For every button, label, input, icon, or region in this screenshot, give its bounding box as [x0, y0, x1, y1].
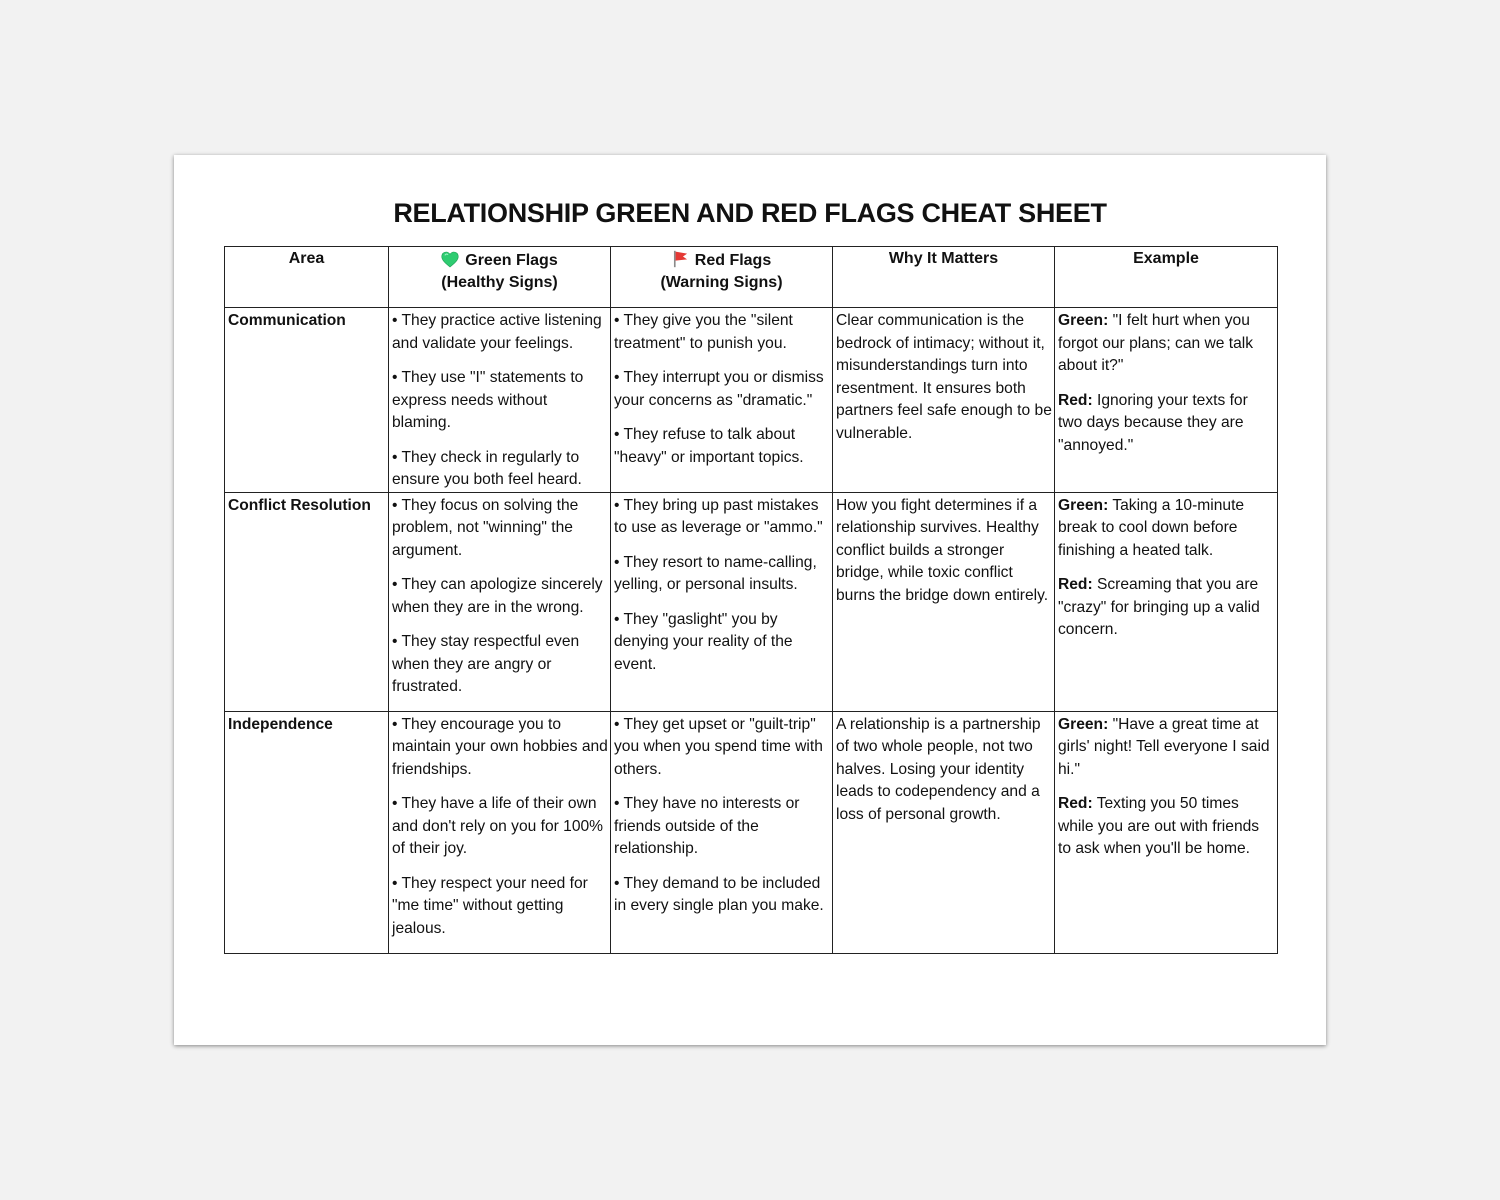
list-item: • They stay respectful even when they are angry or frustrated. — [392, 633, 580, 695]
example-green: Green: Taking a 10-minute break to cool down before finishing a heated talk. — [1058, 496, 1245, 559]
example-cell — [1055, 711, 1278, 953]
table-row — [225, 492, 1278, 711]
list-item: • They focus on solving the problem, not "winning" the argument. — [392, 496, 579, 559]
header-why: Why It Matters — [833, 247, 1055, 308]
why-cell: A relationship is a partnership of two whole people, not two halves. Losing your identity leads to codependency and a loss of personal growth. — [833, 711, 1055, 953]
list-item: • They practice active listening and validate your feelings. — [392, 312, 602, 352]
list-item: • They can apologize sincerely when they are in the wrong. — [392, 576, 603, 616]
example-cell — [1055, 308, 1278, 493]
red-flags-cell — [611, 711, 833, 953]
list-item: • They check in regularly to ensure you both feel heard. — [392, 448, 582, 488]
example-red: Red: Screaming that you are "crazy" for bringing up a valid concern. — [1058, 576, 1260, 638]
header-green-flags — [389, 247, 611, 308]
why-cell: Clear communication is the bedrock of intimacy; without it, misunderstandings turn into resentment. It ensures both partners feel safe enough to be vulnerable. — [833, 308, 1055, 493]
why-cell: How you fight determines if a relationship survives. Healthy conflict builds a stronger bridge, while toxic conflict burns the bridge down entirely. — [833, 492, 1055, 711]
header-row — [225, 247, 1278, 308]
header-red-line1: Red Flags — [694, 252, 772, 269]
list-item: • They interrupt you or dismiss your concerns as "dramatic." — [614, 369, 824, 409]
header-green-line1: Green Flags — [465, 252, 558, 269]
row-area-label: Independence — [225, 711, 389, 953]
green-flags-cell — [389, 711, 611, 953]
list-item: • They resort to name-calling, yelling, or personal insults. — [614, 553, 817, 593]
header-green-line2: (Healthy Signs) — [441, 274, 558, 291]
red-flags-cell — [611, 492, 833, 711]
row-area-label: Conflict Resolution — [225, 492, 389, 711]
list-item: • They demand to be included in every single plan you make. — [614, 874, 824, 914]
example-red: Red: Texting you 50 times while you are out with friends to ask when you'll be home. — [1058, 795, 1260, 857]
list-item: • They use "I" statements to express needs without blaming. — [392, 369, 584, 431]
list-item: • They get upset or "guilt-trip" you when you spend time with others. — [614, 715, 823, 778]
example-green: Green: "Have a great time at girls' night! Tell everyone I said hi." — [1058, 715, 1270, 778]
header-area: Area — [225, 247, 389, 308]
red-flag-icon — [672, 250, 689, 268]
list-item: • They have no interests or friends outside of the relationship. — [614, 795, 800, 857]
page-title: RELATIONSHIP GREEN AND RED FLAGS CHEAT SHEET — [393, 198, 1107, 228]
row-area-label: Communication — [225, 308, 389, 493]
table-row — [225, 308, 1278, 493]
red-flags-cell — [611, 308, 833, 493]
list-item: • They give you the "silent treatment" to punish you. — [614, 312, 793, 352]
header-red-line2: (Warning Signs) — [660, 274, 783, 291]
example-green: Green: "I felt hurt when you forgot our plans; can we talk about it?" — [1058, 312, 1254, 374]
cheat-sheet-table — [224, 246, 1278, 954]
document-page — [174, 155, 1326, 1045]
example-red: Red: Ignoring your texts for two days because they are "annoyed." — [1058, 391, 1248, 454]
list-item: • They "gaslight" you by denying your reality of the event. — [614, 610, 793, 673]
header-example: Example — [1055, 247, 1278, 308]
list-item: • They bring up past mistakes to use as leverage or "ammo." — [614, 496, 823, 536]
list-item: • They refuse to talk about "heavy" or important topics. — [614, 426, 804, 466]
list-item: • They encourage you to maintain your own hobbies and friendships. — [392, 715, 608, 778]
header-red-flags — [611, 247, 833, 308]
example-cell — [1055, 492, 1278, 711]
list-item: • They have a life of their own and don't rely on you for 100% of their joy. — [392, 795, 604, 857]
green-flags-cell — [389, 308, 611, 493]
green-heart-icon — [441, 251, 459, 268]
list-item: • They respect your need for "me time" without getting jealous. — [392, 874, 588, 937]
green-flags-cell — [389, 492, 611, 711]
table-row — [225, 711, 1278, 953]
